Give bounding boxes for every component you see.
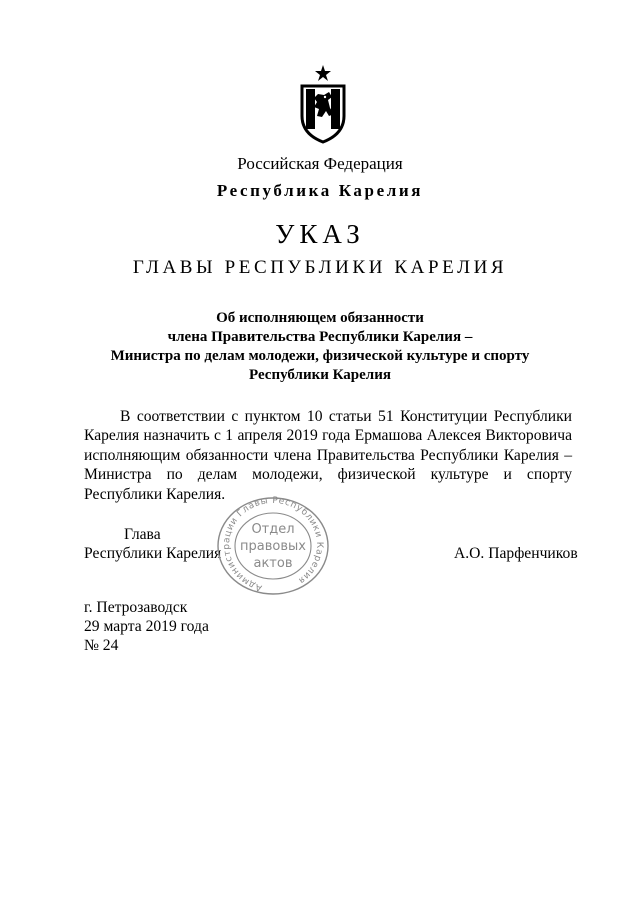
document-type: УКАЗ [275,219,365,249]
title-line: Об исполняющем обязанности [216,310,424,326]
stamp-center-line: правовых [240,539,306,554]
document-issuer: ГЛАВЫ РЕСПУБЛИКИ КАРЕЛИЯ [132,257,508,278]
signatory-position-line2: Республики Карелия [84,545,222,562]
footer-date: 29 марта 2019 года [84,618,209,635]
decree-body: В соответствии с пунктом 10 статьи 51 Конституции Республики Карелия назначить с 1 апреля 2019 года Ермашова Алексея Викторовича исполняющим обязанности члена Правительства Республики Карелия – Министра по делам молодежи, физической культуре и спорту Республики Карелия. [84,408,572,503]
signatory-name: А.О. Парфенчиков [454,545,578,562]
title-line: Министра по делам молодежи, физической культуре и спорту [110,348,530,364]
footer-place: г. Петрозаводск [84,599,188,616]
document-title [0,309,640,385]
stamp-center-line: Отдел [251,522,295,537]
footer-number: № 24 [84,637,119,654]
coat-of-arms-icon [296,64,350,144]
title-line: члена Правительства Республики Карелия – [167,329,473,345]
stamp-ring-text: Администрации Главы Республики Карелия [221,495,325,593]
country-name: Российская Федерация [237,154,403,173]
republic-name: Республика Карелия [216,181,424,200]
official-stamp [215,495,331,597]
document-footer [84,598,209,655]
stamp-center-line: актов [253,556,293,571]
signatory-position-line1: Глава [124,526,161,543]
title-line: Республики Карелия [249,367,391,383]
